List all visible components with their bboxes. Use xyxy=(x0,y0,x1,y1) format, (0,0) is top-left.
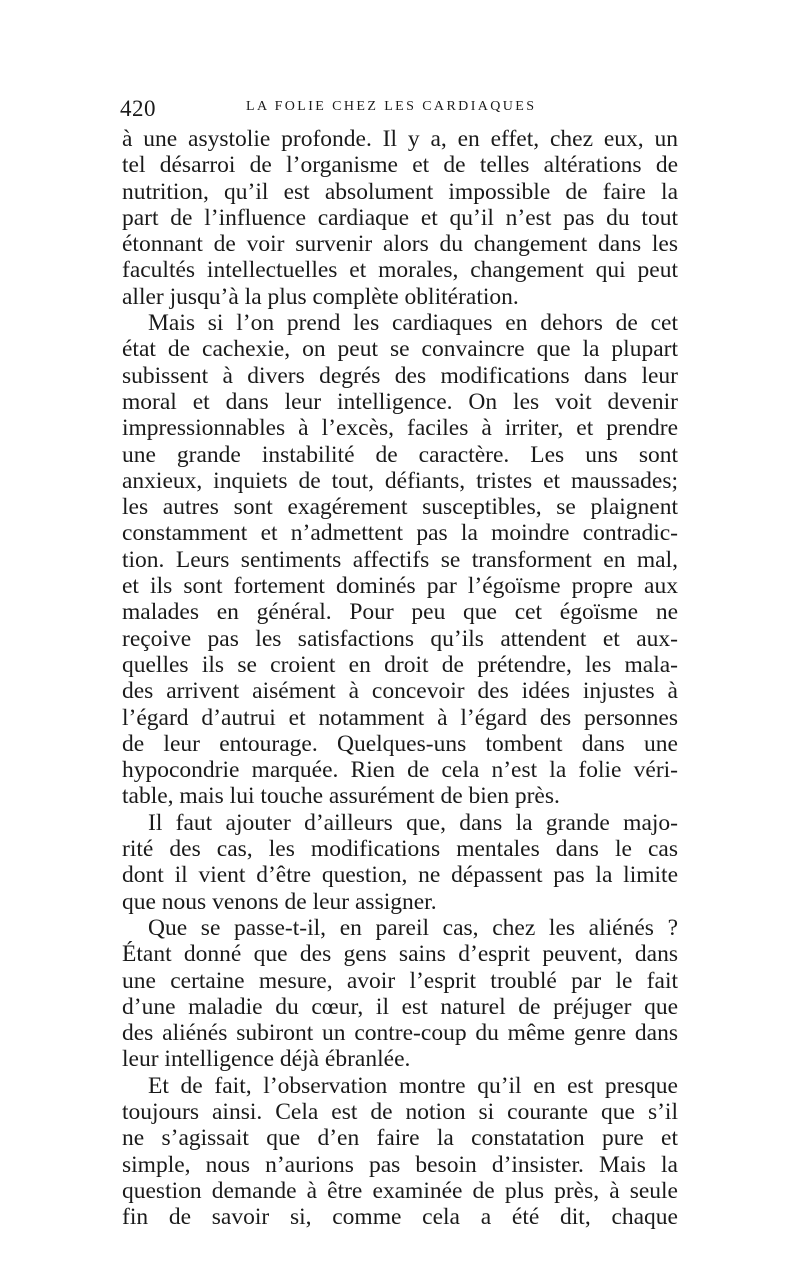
text-line: part de l’influence cardiaque et qu’il n’est pas du tout xyxy=(122,204,678,231)
text-line: simple, nous n’aurions pas besoin d’insister. Mais la xyxy=(122,1151,678,1178)
text-line: à une asystolie profonde. Il y a, en effet, chez eux, un xyxy=(122,126,678,152)
text-line: tel désarroi de l’organisme et de telles altérations de xyxy=(122,152,678,179)
paragraph xyxy=(122,810,678,915)
text-line: état de cachexie, on peut se convaincre que la plupart xyxy=(122,336,678,363)
text-line: leur intelligence déjà ébranlée. xyxy=(122,1046,411,1073)
text-line: subissent à divers degrés des modifications dans leur xyxy=(122,362,678,389)
text-line: toujours ainsi. Cela est de notion si courante que s’il xyxy=(122,1098,678,1125)
text-line: Mais si l’on prend les cardiaques en dehors de cet xyxy=(148,310,678,337)
paragraph xyxy=(122,126,678,310)
text-line: Que se passe-t-il, en pareil cas, chez les aliénés ? xyxy=(148,914,678,941)
text-line: les autres sont exagérement susceptibles, se plaignent xyxy=(122,494,678,521)
text-line: Étant donné que des gens sains d’esprit peuvent, dans xyxy=(122,941,678,968)
text-line: impressionnables à l’excès, faciles à irriter, et prendre xyxy=(122,415,678,442)
text-line: que nous venons de leur assigner. xyxy=(122,888,437,915)
paragraph xyxy=(122,310,678,810)
text-line: rité des cas, les modifications mentales dans le cas xyxy=(122,836,678,863)
text-line: l’égard d’autrui et notamment à l’égard des personnes xyxy=(122,704,678,731)
text-line: reçoive pas les satisfactions qu’ils attendent et aux- xyxy=(122,625,678,652)
text-line: nutrition, qu’il est absolument impossible de faire la xyxy=(122,178,678,205)
text-line: aller jusqu’à la plus complète oblitération. xyxy=(122,283,519,310)
text-line: et ils sont fortement dominés par l’égoïsme propre aux xyxy=(122,573,678,600)
page-number: 420 xyxy=(120,96,156,121)
text-line: étonnant de voir survenir alors du changement dans les xyxy=(122,231,678,258)
text-line: d’une maladie du cœur, il est naturel de préjuger que xyxy=(122,993,678,1020)
running-head: LA FOLIE CHEZ LES CARDIAQUES xyxy=(246,99,537,114)
text-line: de leur entourage. Quelques-uns tombent dans une xyxy=(122,730,678,757)
text-line: Et de fait, l’observation montre qu’il en est presque xyxy=(148,1072,678,1099)
text-line: des arrivent aisément à concevoir des idées injustes à xyxy=(122,678,678,705)
text-line: quelles ils se croient en droit de prétendre, les mala- xyxy=(122,651,678,678)
text-line: une certaine mesure, avoir l’esprit troublé par le fait xyxy=(122,967,678,994)
paragraph xyxy=(122,1073,678,1231)
text-line: Il faut ajouter d’ailleurs que, dans la grande majo- xyxy=(148,809,678,836)
text-line: des aliénés subiront un contre-coup du même genre dans xyxy=(122,1020,678,1047)
body-text xyxy=(122,126,678,1230)
text-line: fin de savoir si, comme cela a été dit, chaque xyxy=(122,1204,678,1231)
text-line: moral et dans leur intelligence. On les voit devenir xyxy=(122,388,678,415)
text-line: malades en général. Pour peu que cet égoïsme ne xyxy=(122,599,678,626)
text-line: constamment et n’admettent pas la moindre contradic- xyxy=(122,520,678,547)
text-line: une grande instabilité de caractère. Les uns sont xyxy=(122,441,678,468)
text-line: tion. Leurs sentiments affectifs se transforment en mal, xyxy=(122,546,678,573)
text-line: anxieux, inquiets de tout, défiants, tristes et maussades; xyxy=(122,467,678,494)
paragraph xyxy=(122,915,678,1073)
text-line: dont il vient d’être question, ne dépassent pas la limite xyxy=(122,862,678,889)
text-line: ne s’agissait que d’en faire la constatation pure et xyxy=(122,1125,678,1152)
text-line: question demande à être examinée de plus près, à seule xyxy=(122,1177,678,1204)
text-line: table, mais lui touche assurément de bien près. xyxy=(122,783,560,810)
text-line: hypocondrie marquée. Rien de cela n’est la folie véri- xyxy=(122,757,678,784)
text-line: facultés intellectuelles et morales, changement qui peut xyxy=(122,257,678,284)
